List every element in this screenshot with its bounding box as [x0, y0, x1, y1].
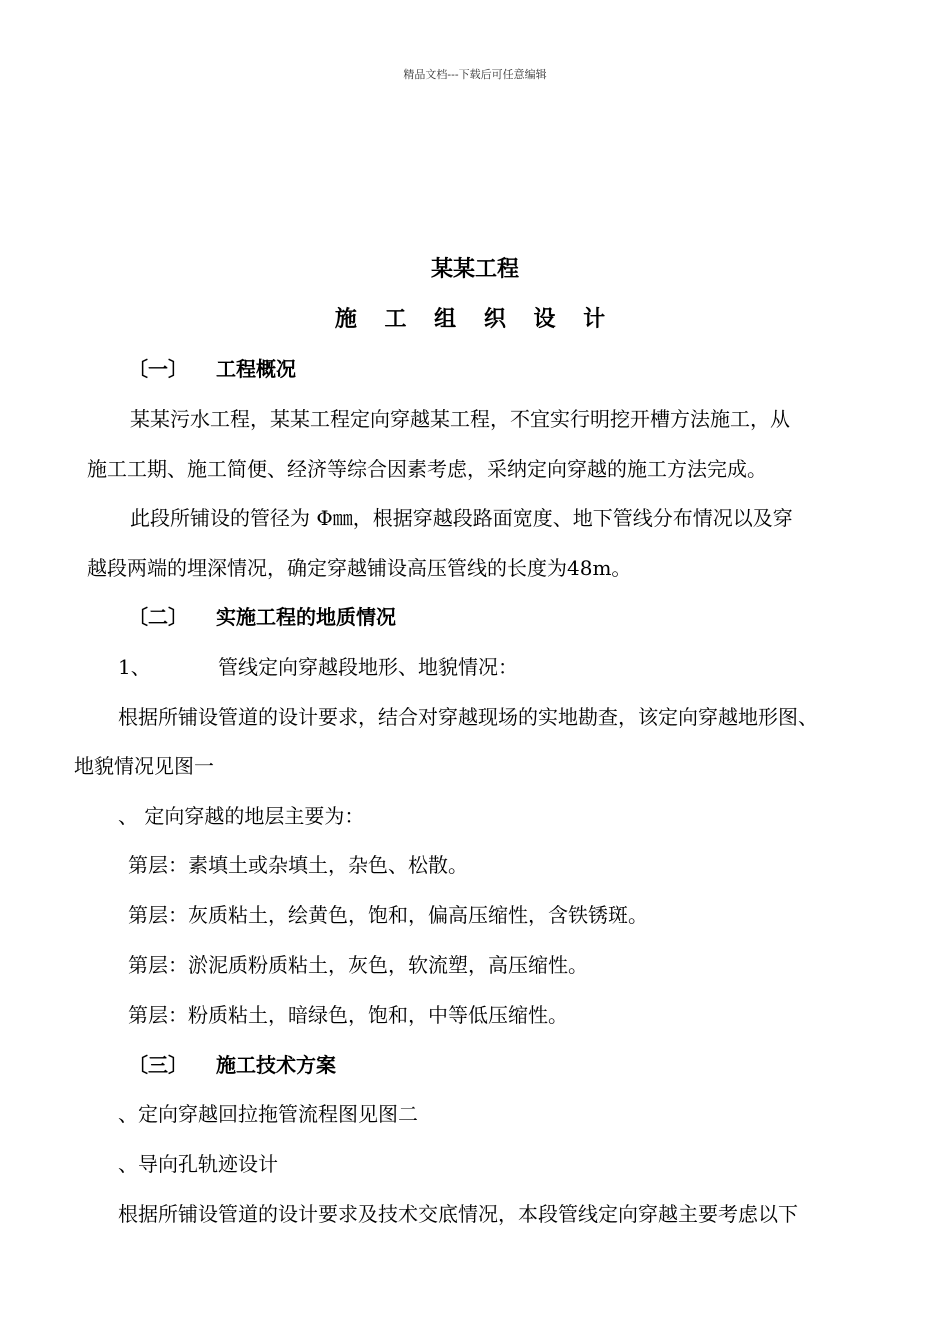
- list-item-1: [118, 655, 518, 679]
- paragraph-line: 、定向穿越回拉拖管流程图见图二: [118, 1102, 418, 1126]
- document-title: 某某工程: [430, 256, 519, 282]
- paragraph-line: 、导向孔轨迹设计: [118, 1152, 278, 1176]
- section-heading-3: [128, 1053, 336, 1077]
- layer-item: 第层：粉质粘土，暗绿色，饱和，中等低压缩性。: [128, 1003, 568, 1027]
- page-header: 精品文档---下载后可任意编辑: [403, 68, 547, 81]
- paragraph-line: 施工工期、施工简便、经济等综合因素考虑，采纳定向穿越的施工方法完成。: [87, 457, 767, 481]
- paragraph-line: 某某污水工程，某某工程定向穿越某工程，不宜实行明挖开槽方法施工，从: [130, 407, 790, 431]
- item-label: 管线定向穿越段地形、地貌情况：: [218, 655, 518, 679]
- section-number: 〔三〕: [128, 1053, 188, 1077]
- layer-item: 第层：素填土或杂填土，杂色、松散。: [128, 853, 468, 877]
- section-heading-1: [128, 357, 296, 381]
- section-heading-2: [128, 605, 396, 629]
- section-number: 〔一〕: [128, 357, 188, 381]
- document-subtitle: 施 工 组 织 设 计: [334, 306, 616, 332]
- layer-item: 第层：淤泥质粉质粘土，灰色，软流塑，高压缩性。: [128, 953, 588, 977]
- paragraph-line: 根据所铺设管道的设计要求及技术交底情况，本段管线定向穿越主要考虑以下: [118, 1202, 798, 1226]
- item-number: 1、: [118, 655, 151, 679]
- paragraph-line: 地貌情况见图一: [74, 754, 214, 778]
- section-number: 〔二〕: [128, 605, 188, 629]
- paragraph-line: 根据所铺设管道的设计要求，结合对穿越现场的实地勘查，该定向穿越地形图、: [118, 705, 818, 729]
- section-label: 工程概况: [216, 357, 296, 381]
- layer-item: 第层：灰质粘土，绘黄色，饱和，偏高压缩性，含铁锈斑。: [128, 903, 648, 927]
- section-label: 实施工程的地质情况: [216, 605, 396, 629]
- paragraph-line: 此段所铺设的管径为 Φ㎜，根据穿越段路面宽度、地下管线分布情况以及穿: [130, 506, 793, 530]
- section-label: 施工技术方案: [216, 1053, 336, 1077]
- paragraph-line: 越段两端的埋深情况，确定穿越铺设高压管线的长度为48m。: [87, 556, 632, 580]
- paragraph-line: 、 定向穿越的地层主要为：: [118, 804, 365, 828]
